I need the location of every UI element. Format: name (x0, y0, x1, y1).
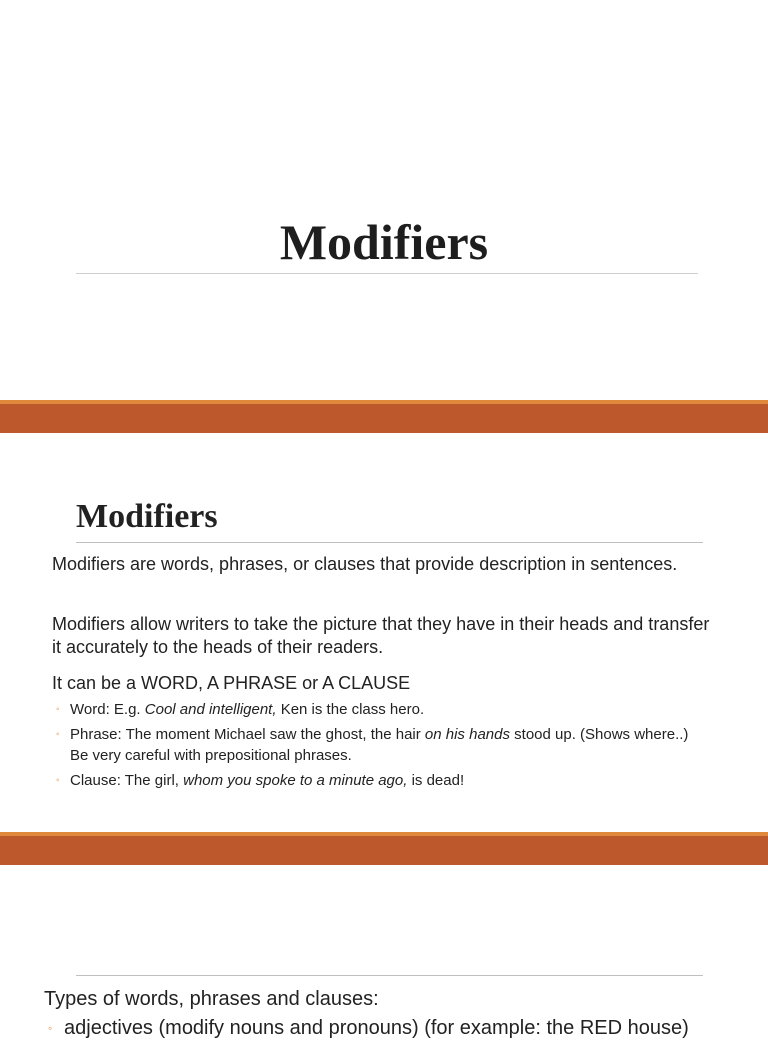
bullet-word-prefix: Word: E.g. (70, 701, 145, 718)
bullet-word-suffix: Ken is the class hero. (276, 701, 425, 718)
heading-underline (76, 975, 703, 976)
slide-separator (0, 832, 768, 865)
bullet-phrase-suffix: stood up. (Shows where..) Be very careful with prepositional phrases. (70, 726, 689, 764)
definition-paragraph: Modifiers are words, phrases, or clauses that provide description in sentences. (52, 554, 678, 574)
bullet-adjectives (48, 1015, 744, 1041)
bullet-word-example: Cool and intelligent, (144, 701, 277, 718)
bullet-phrase-example: on his hands (424, 726, 510, 743)
types-slide (0, 865, 768, 1039)
separator-highlight (0, 832, 768, 836)
title-slide (0, 0, 768, 400)
title-underline (76, 273, 698, 274)
bullet-clause-example: whom you spoke to a minute ago, (183, 772, 408, 789)
bullet-adjectives-text: adjectives (modify nouns and pronouns) (for example: the RED house) (64, 1017, 689, 1039)
slide-title: Modifiers (279, 214, 489, 270)
bullet-marker-icon: ◦ (56, 729, 60, 740)
bullet-word (56, 699, 710, 720)
bullet-clause (56, 770, 710, 791)
bullet-marker-icon: ◦ (48, 1021, 53, 1035)
bullet-clause-suffix: is dead! (407, 772, 465, 789)
slide-separator (0, 400, 768, 433)
bullet-phrase (56, 724, 710, 766)
slide-heading: Modifiers (76, 498, 218, 535)
types-paragraph: Types of words, phrases and clauses: (44, 988, 379, 1010)
bullet-marker-icon: ◦ (56, 775, 60, 786)
content-slide (0, 433, 768, 832)
heading-underline (76, 542, 703, 543)
separator-highlight (0, 400, 768, 404)
forms-paragraph: It can be a WORD, A PHRASE or A CLAUSE (52, 673, 411, 693)
bullet-marker-icon: ◦ (56, 704, 60, 715)
bullet-clause-prefix: Clause: The girl, (70, 772, 184, 789)
purpose-paragraph: Modifiers allow writers to take the picture that they have in their heads and transfer it accurately to the heads of their readers. (52, 614, 710, 657)
bullet-phrase-prefix: Phrase: The moment Michael saw the ghost, the hair (70, 726, 425, 743)
